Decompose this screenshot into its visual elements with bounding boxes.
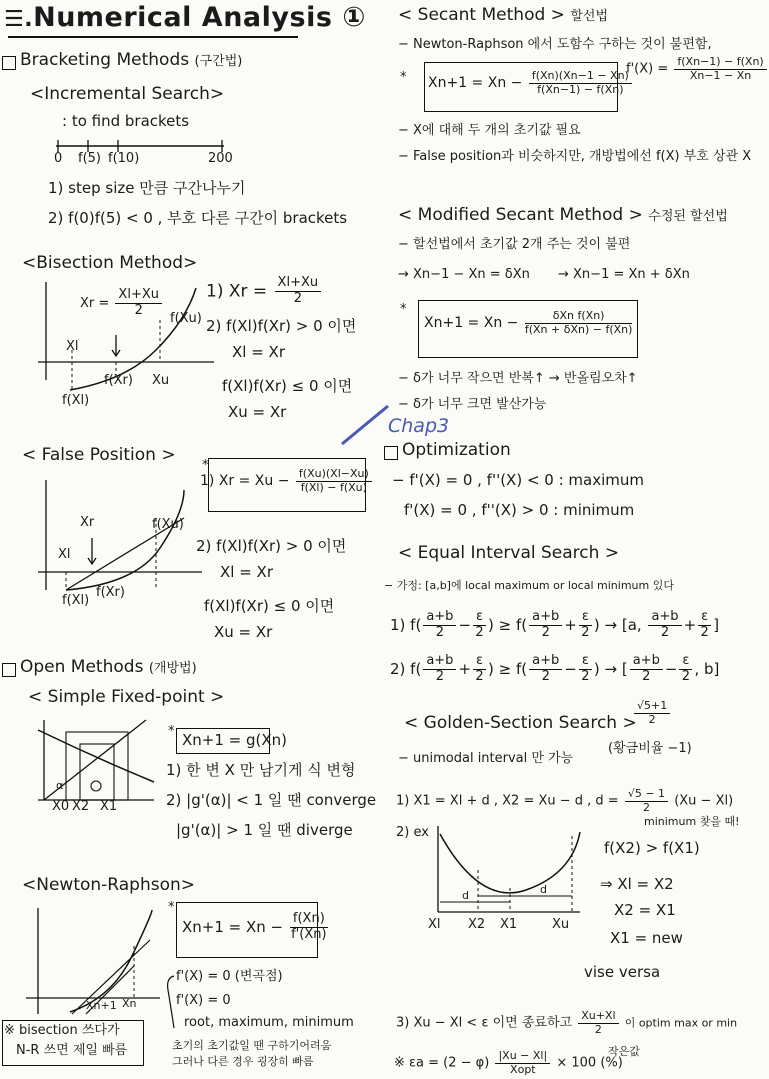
golden-graph-d2: d: [540, 883, 547, 896]
axis-label-10: f(10): [108, 151, 140, 166]
fixedpoint-rule3: |g'(α)| > 1 일 땐 diverge: [176, 821, 353, 839]
incremental-desc: : to find brackets: [62, 112, 190, 130]
golden-assign3: X1 = new: [610, 929, 683, 947]
modsecant-formula: Xn+1 = Xn − $\frac{\text{δXn f(Xn)}}{\text{f(Xn + δXn) − f(Xn)}}$: [424, 309, 633, 336]
page-title: ☰.Numerical Analysis ①: [4, 2, 366, 33]
fixedpoint-graph-x0: X0: [52, 799, 70, 814]
newton-graph-xn: Xn: [122, 997, 137, 1010]
bisection-graph-fxu: f(Xu): [170, 311, 202, 326]
fixedpoint-graph-x2: X2: [72, 799, 90, 814]
newton-cond1: f'(X) = 0 (변곡점): [176, 969, 283, 984]
checkbox-bracketing[interactable]: [2, 56, 16, 70]
fixedpoint-graph-alpha: α: [56, 779, 64, 792]
secant-title: < Secant Method > 할선법: [398, 5, 609, 25]
falsepos-rule2: 2) f(Xl)f(Xr) > 0 이면: [196, 537, 347, 555]
fixedpoint-g-curve: [38, 730, 154, 782]
golden-assign1: ⇒ Xl = X2: [600, 875, 674, 893]
secant-line1: − Newton-Raphson 에서 도함수 구하는 것이 불편함,: [398, 37, 712, 52]
bisection-rule4: f(Xl)f(Xr) ≤ 0 이면: [222, 377, 353, 395]
golden-min-note: minimum 찾을 때!: [644, 815, 740, 828]
golden-title: < Golden-Section Search >: [404, 713, 637, 733]
fixedpoint-rule1: 1) 한 변 X 만 남기게 식 변형: [166, 761, 356, 779]
bisection-graph-xr: Xr = $\frac{Xl+Xu}{2}$: [80, 288, 164, 319]
bisection-rule5: Xu = Xr: [228, 403, 287, 421]
golden-ratio-note: (황금비율 −1): [608, 741, 692, 756]
axis-label-200: 200: [208, 151, 233, 166]
golden-graph-x2: X2: [468, 917, 486, 932]
falsepos-graph-fxu: f(Xu): [152, 517, 184, 532]
golden-line2: 1) X1 = Xl + d , X2 = Xu − d , d = $\frac{√5 - 1}{2}$ (Xu − Xl): [396, 787, 734, 814]
equal-case2: 2) f( $\frac{a+b}{2}$ + $\frac{\varepsilon}{2}$ ) ≥ f( $\frac{a+b}{2}$ − $\frac{\varepsilon}{2}$ ) → [ $\frac{a+b}{2}$ − $\frac{\varepsilon}{2}$ , b]: [390, 653, 720, 684]
golden-graph: [430, 826, 590, 918]
newton-cond5: 그러나 다른 경우 굉장히 빠름: [172, 1055, 314, 1068]
secant-line3: − False position과 비슷하지만, 개방법에선 f(X) 부호 상관 X: [398, 149, 752, 164]
newton-brace: [160, 974, 180, 1034]
equal-title: < Equal Interval Search >: [398, 543, 620, 563]
fixedpoint-title: < Simple Fixed-point >: [28, 687, 225, 707]
bisection-rule1: 1) Xr = $\frac{Xl+Xu}{2}$: [206, 276, 323, 307]
golden-line4: ※ εa = (2 − φ) $\frac{|Xu - Xl|}{\text{Xopt}}$ × 100 (%): [394, 1049, 623, 1076]
bisection-rule2: 2) f(Xl)f(Xr) > 0 이면: [206, 317, 357, 335]
golden-line3: 3) Xu − Xl < ε 이면 종료하고 $\frac{Xu+Xl}{2}$ 이 optim max or min: [396, 1009, 738, 1036]
falsepos-graph-xl: Xl: [58, 547, 71, 562]
newton-graph-xn1: Xn+1: [86, 999, 117, 1012]
title-underline: [8, 36, 298, 38]
falsepos-graph-fxr: f(Xr): [96, 585, 125, 600]
modsecant-line1: − 할선법에서 초기값 2개 주는 것이 불편: [398, 237, 631, 252]
golden-compare: f(X2) > f(X1): [604, 839, 700, 857]
incremental-step1: 1) step size 만큼 구간나누기: [48, 179, 246, 197]
golden-curve: [440, 832, 580, 893]
newton-formula: Xn+1 = Xn − $\frac{f(Xn)}{f'(Xn)}$: [182, 911, 327, 942]
incremental-title: <Incremental Search>: [30, 84, 225, 104]
falsepos-curve: [66, 490, 184, 590]
modsecant-line2a: → Xn−1 − Xn = δXn: [398, 267, 530, 282]
golden-small-note: 작은값: [608, 1045, 640, 1058]
secant-line2: − X에 대해 두 개의 초기값 필요: [398, 123, 581, 138]
newton-cond4: 초기의 초기값일 땐 구하기어려움: [172, 1039, 332, 1052]
bisection-graph-fxr: f(Xr): [104, 373, 133, 388]
bisection-rule3: Xl = Xr: [232, 343, 285, 361]
newton-title: <Newton-Raphson>: [22, 875, 195, 895]
falsepos-rule3: Xl = Xr: [220, 563, 273, 581]
title-bullet: ☰.: [4, 7, 34, 32]
falsepos-graph-fxl: f(Xl): [62, 593, 90, 608]
falsepos-rule4: f(Xl)f(Xr) ≤ 0 이면: [204, 597, 335, 615]
golden-example-label: 2) ex: [396, 825, 429, 840]
bisection-graph-fxl: f(Xl): [62, 393, 90, 408]
secant-formula: Xn+1 = Xn − $\frac{f(Xn)(Xn-1 - Xn)}{f(Xn-1) - f(Xn)}$: [428, 70, 634, 96]
equal-case1: 1) f( $\frac{a+b}{2}$ − $\frac{\varepsilon}{2}$ ) ≥ f( $\frac{a+b}{2}$ + $\frac{\varepsilon}{2}$ ) → [a, $\frac{a+b}{2}$ + $\frac{\varepsilon}{2}$ ]: [390, 609, 720, 640]
newton-curve: [70, 910, 152, 1012]
newton-graph: [22, 906, 162, 1014]
fixedpoint-graph-x1: X1: [100, 799, 118, 814]
falsepos-graph-xr: Xr: [80, 515, 95, 530]
golden-ratio-value: $\frac{√5+1}{2}$: [632, 700, 672, 726]
checkbox-open[interactable]: [2, 663, 16, 677]
modsecant-line4: − δ가 너무 크면 발산가능: [398, 397, 547, 412]
bisection-graph-xl: Xl: [66, 339, 79, 354]
open-heading: Open Methods (개방법): [20, 657, 197, 677]
note-line1: ※ bisection 쓰다가: [4, 1023, 120, 1038]
modsecant-line2b: → Xn−1 = Xn + δXn: [558, 267, 690, 282]
newton-cond3: root, maximum, minimum: [184, 1015, 354, 1030]
axis-label-5: f(5): [78, 151, 101, 166]
optimization-heading: Optimization: [402, 440, 511, 460]
star-icon: *: [168, 900, 175, 915]
golden-graph-xu: Xu: [552, 917, 570, 932]
bisection-title: <Bisection Method>: [22, 253, 198, 273]
bracketing-heading: Bracketing Methods (구간법): [20, 50, 243, 70]
star-icon: *: [400, 302, 407, 317]
star-icon: *: [168, 724, 175, 739]
falsepos-rule5: Xu = Xr: [214, 623, 273, 641]
star-icon: *: [400, 70, 407, 85]
golden-graph-x1: X1: [500, 917, 518, 932]
note-line2: N-R 쓰면 제일 빠름: [16, 1043, 128, 1058]
falsepos-title: < False Position >: [22, 445, 176, 465]
fixedpoint-rule2: 2) |g'(α)| < 1 일 땐 converge: [166, 791, 377, 809]
secant-derivative: f'(X) = $\frac{f(Xn-1) - f(Xn)}{Xn-1 - Xn}$: [626, 56, 769, 82]
modsecant-title: < Modified Secant Method > 수정된 할선법: [398, 205, 728, 225]
optimization-line1: − f'(X) = 0 , f''(X) < 0 : maximum: [392, 471, 644, 489]
golden-line1: − unimodal interval 만 가능: [398, 751, 574, 766]
chapter-label: Chap3: [388, 415, 450, 437]
newton-cond2: f'(X) = 0: [176, 993, 231, 1008]
golden-graph-d1: d: [462, 889, 469, 902]
fixedpoint-formula: Xn+1 = g(Xn): [182, 731, 288, 749]
incremental-step2: 2) f(0)f(5) < 0 , 부호 다른 구간이 brackets: [48, 209, 348, 227]
falsepos-formula: 1) Xr = Xu − $\frac{f(Xu)(Xl-Xu)}{f(Xl) - f(Xu)}$: [200, 468, 374, 494]
axis-label-0: 0: [54, 151, 63, 166]
golden-vise-versa: vise versa: [584, 963, 661, 981]
checkbox-optimization[interactable]: [384, 446, 398, 460]
star-icon: *: [202, 458, 209, 473]
optimization-line2: f'(X) = 0 , f''(X) > 0 : minimum: [404, 501, 635, 519]
modsecant-line3: − δ가 너무 작으면 반복↑ → 반올림오차↑: [398, 371, 638, 386]
golden-graph-xl: Xl: [428, 917, 441, 932]
equal-assumption: − 가정: [a,b]에 local maximum or local minimum 있다: [384, 579, 674, 592]
bisection-graph-xu: Xu: [152, 373, 170, 388]
golden-assign2: X2 = X1: [614, 901, 676, 919]
